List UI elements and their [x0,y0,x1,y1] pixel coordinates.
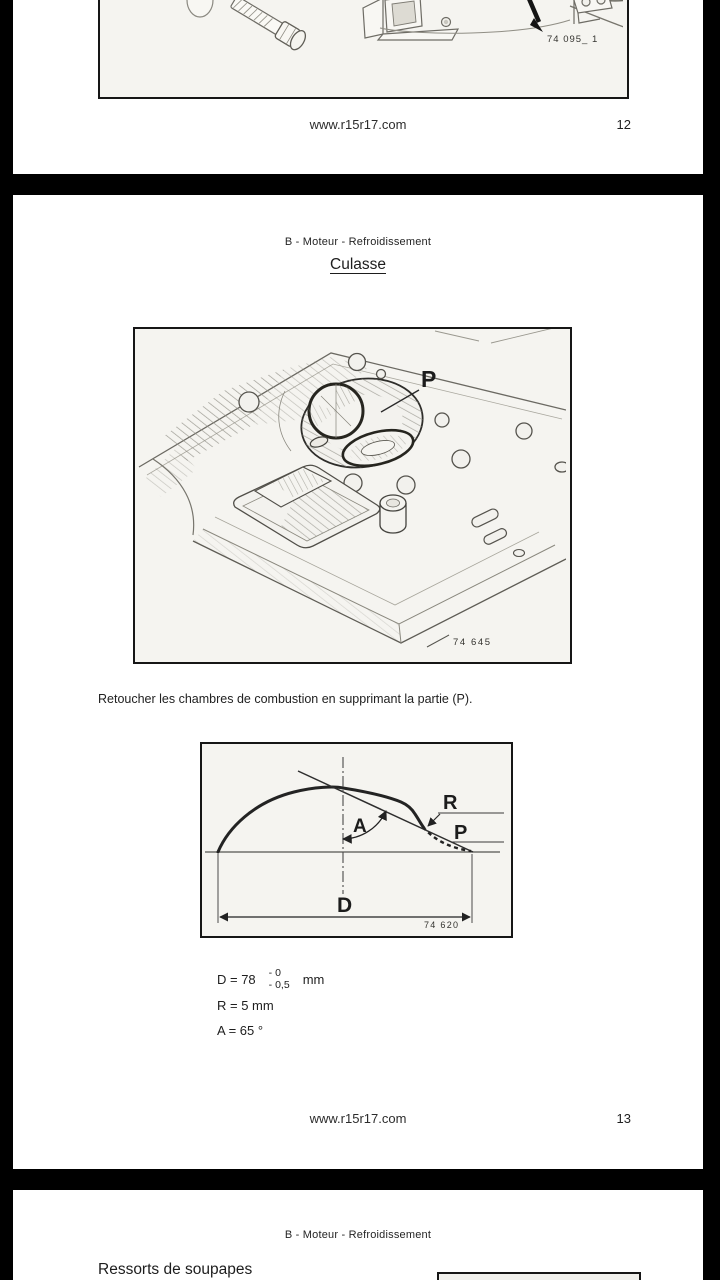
engine-mount-drawing [100,0,623,93]
dim-label-p: P [454,822,468,844]
dim-label-d: D [337,894,353,917]
engine-mount-figure-box [98,0,629,99]
pointer-arrow [527,0,539,22]
cylinder-boss [380,495,406,533]
page-13 [13,195,703,1169]
dimension-d-unit: mm [302,971,325,987]
dimension-d-tolerance: - 0 - 0,5 [268,967,290,991]
page-number: 12 [616,117,631,132]
valve-springs-figure-box [437,1272,641,1280]
figure-number: 74 645 [453,637,492,648]
chamber-profile-diagram [202,744,507,932]
dimension-d-value: D = 78 [217,971,256,987]
dimension-values [217,965,324,1043]
footer-url: www.r15r17.com [309,1111,407,1126]
section-title: Ressorts de soupapes [98,1261,253,1278]
page13-footer [13,1111,703,1129]
footer-url: www.r15r17.com [309,117,407,132]
chamber-profile-figure-box [200,742,513,938]
page12-footer [13,117,703,135]
page-14 [13,1190,703,1280]
dome-profile [218,787,424,852]
page-12 [13,0,703,174]
part-label-p: P [421,366,437,392]
dimension-a: A = 65 ° [217,1023,264,1038]
rework-caption: Retoucher les chambres de combustion en supprimant la partie (P). [98,692,473,706]
dimension-r: R = 5 mm [217,998,274,1013]
doc-header: B - Moteur - Refroidissement [284,236,432,248]
cylinder-head-figure-box [133,327,572,664]
cylinder-head-drawing [135,329,566,658]
figure-number: 74 095_ 1 [547,34,599,45]
dim-label-r: R [443,792,458,814]
dimension-d [217,965,324,993]
bolt-drawing [228,0,308,52]
page-title: Culasse [330,256,386,273]
doc-header: B - Moteur - Refroidissement [284,1229,432,1241]
figure-number: 74 620 [424,920,460,930]
dim-label-a: A [353,816,367,837]
page-number: 13 [616,1111,631,1126]
